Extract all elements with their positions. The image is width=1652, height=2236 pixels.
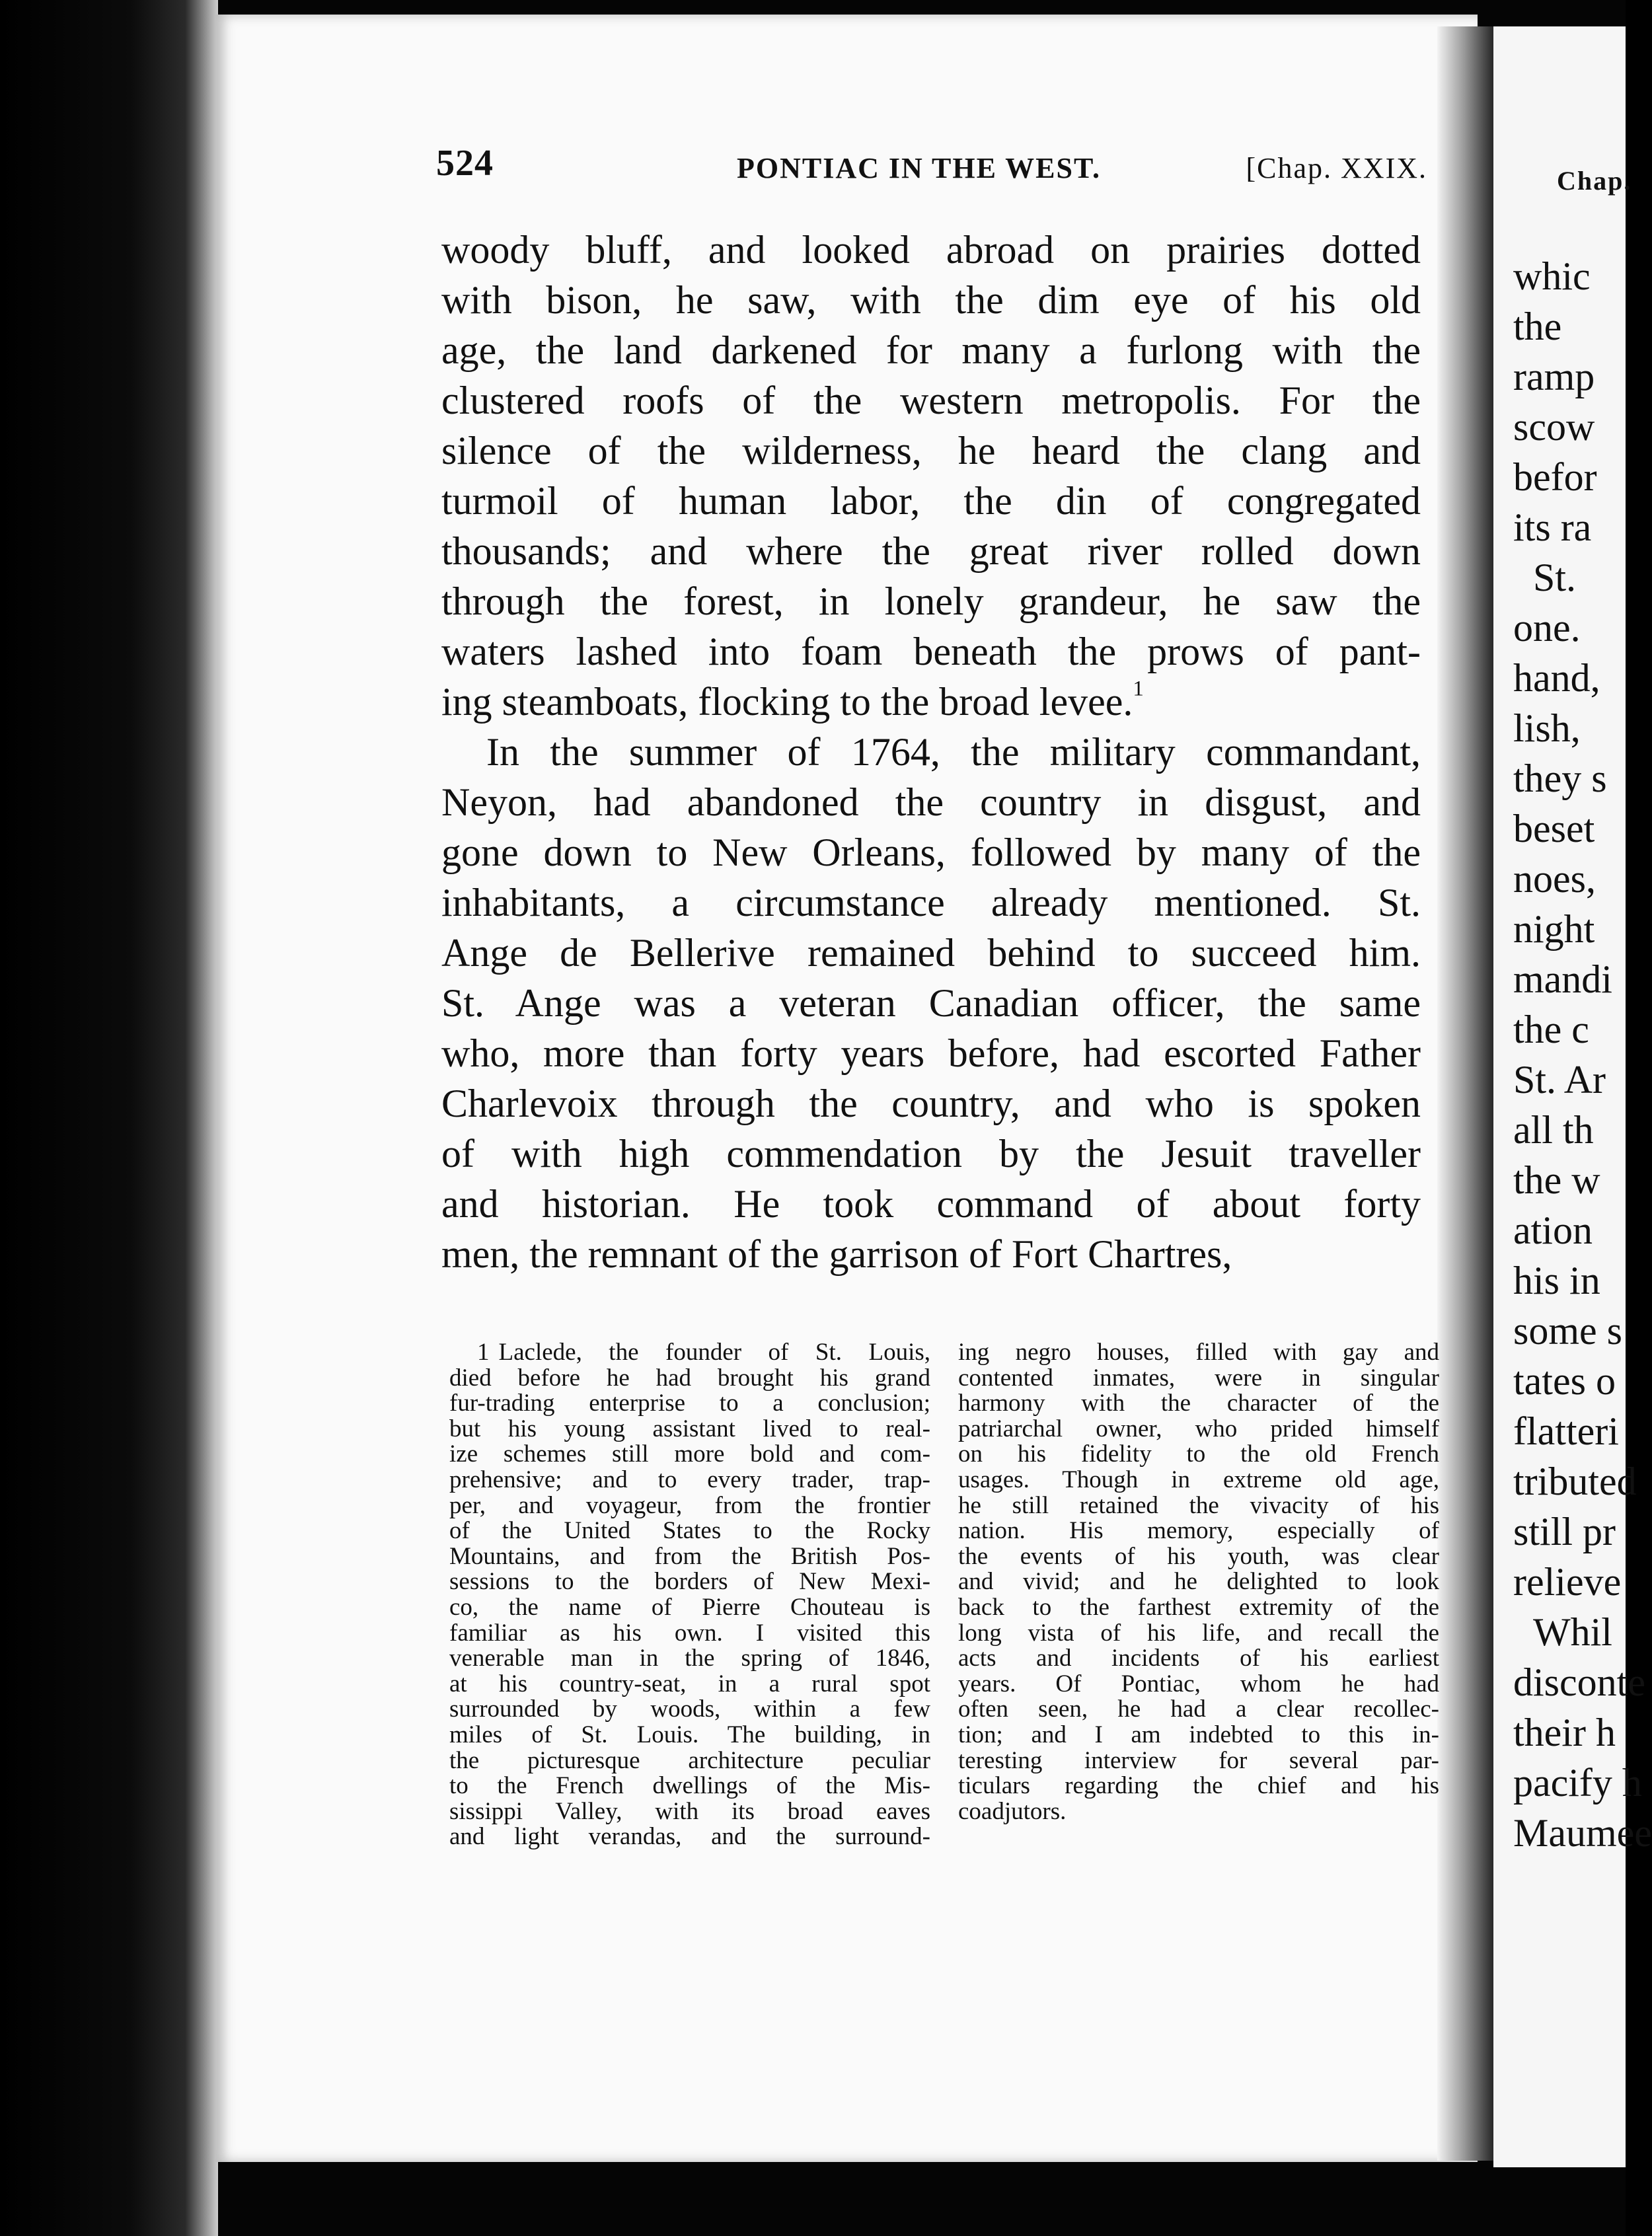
footnote-line <box>449 1340 930 1366</box>
body-line: Neyon, had abandoned the country in disgust, and <box>441 780 1421 824</box>
body-line: St. Ange was a veteran Canadian officer, the same <box>441 981 1421 1025</box>
body-line: age, the land darkened for many a furlong with the <box>441 328 1421 372</box>
body-line: Charlevoix through the country, and who is spoken <box>441 1082 1421 1125</box>
footnote-line: to the French dwellings of the Mis- <box>449 1772 930 1800</box>
body-line: thousands; and where the great river rolled down <box>441 529 1421 573</box>
facing-page-line: Maumee <box>1513 1811 1652 1855</box>
footnote-text: Laclede, the founder of St. Louis, <box>498 1339 930 1366</box>
footnote-marker: 1 <box>477 1339 490 1366</box>
running-head <box>436 142 1427 195</box>
facing-page-line: tates o <box>1513 1359 1616 1403</box>
facing-page-line: the c <box>1513 1008 1589 1051</box>
facing-page-line: ation <box>1513 1209 1593 1252</box>
footnote-line: and light verandas, and the surround- <box>449 1823 930 1851</box>
footnote-line: of the United States to the Rocky <box>449 1517 930 1545</box>
body-line: woody bluff, and looked abroad on prairies dotted <box>441 228 1421 272</box>
running-title: PONTIAC IN THE WEST. <box>737 152 1102 184</box>
body-line: In the summer of 1764, the military commandant, <box>486 730 1421 774</box>
facing-page-line: still pr <box>1513 1510 1616 1553</box>
facing-page-line: night <box>1513 907 1595 951</box>
footnote-line: usages. Though in extreme old age, <box>958 1466 1439 1493</box>
footnote-line: miles of St. Louis. The building, in <box>449 1721 930 1748</box>
facing-page-line: befor <box>1513 455 1597 499</box>
chapter-label: [Chap. XXIX. <box>1246 152 1427 184</box>
body-line: and historian. He took command of about forty <box>441 1182 1421 1226</box>
footnote-line: nation. His memory, especially of <box>958 1517 1439 1545</box>
footnote-line: ticulars regarding the chief and his <box>958 1772 1439 1800</box>
facing-page-line: his in <box>1513 1259 1600 1302</box>
footnote-line: at his country-seat, in a rural spot <box>449 1670 930 1697</box>
footnote-line: the picturesque architecture peculiar <box>449 1746 930 1774</box>
body-line: men, the remnant of the garrison of Fort Chartres, <box>441 1232 1232 1276</box>
facing-page-line: all th <box>1513 1108 1594 1152</box>
facing-page-line: mandi <box>1513 957 1612 1001</box>
footnote-line: back to the farthest extremity of the <box>958 1593 1439 1621</box>
footnote-line: long vista of his life, and recall the <box>958 1619 1439 1647</box>
facing-page-line: beset <box>1513 807 1595 850</box>
facing-page-line: noes, <box>1513 857 1596 901</box>
facing-page-line: whic <box>1513 254 1591 298</box>
page-number: 524 <box>436 143 494 184</box>
footnote-line: co, the name of Pierre Chouteau is <box>449 1593 930 1621</box>
facing-page-line: St. Ar <box>1513 1058 1606 1101</box>
facing-page-line: its ra <box>1513 505 1592 549</box>
footnote-line: venerable man in the spring of 1846, <box>449 1645 930 1672</box>
body-line: of with high commendation by the Jesuit traveller <box>441 1132 1421 1175</box>
body-line: with bison, he saw, with the dim eye of his old <box>441 278 1421 322</box>
book-gutter <box>1437 26 1497 2161</box>
footnote-line: years. Of Pontiac, whom he had <box>958 1670 1439 1697</box>
facing-page-line: St. <box>1533 556 1577 599</box>
facing-page-line: flatteri <box>1513 1409 1619 1453</box>
footnote-line: sissippi Valley, with its broad eaves <box>449 1797 930 1825</box>
footnote-column-right <box>958 1340 1439 1824</box>
facing-page-line: some s <box>1513 1309 1622 1353</box>
footnote-line: on his fidelity to the old French <box>958 1440 1439 1468</box>
footnote-line: patriarchal owner, who prided himself <box>958 1415 1439 1442</box>
facing-page-line: ramp <box>1513 355 1595 398</box>
facing-page-line: one. <box>1513 606 1581 650</box>
body-line: who, more than forty years before, had escorted Father <box>441 1031 1421 1075</box>
facing-page-line: lish, <box>1513 706 1581 750</box>
footnote-line: often seen, he had a clear recollec- <box>958 1696 1439 1723</box>
footnote-line: ize schemes still more bold and com- <box>449 1440 930 1468</box>
footnote-line: familiar as his own. I visited this <box>449 1619 930 1647</box>
facing-page-line: Whil <box>1533 1610 1612 1654</box>
footnote-line: contented inmates, were in singular <box>958 1364 1439 1392</box>
footnote-line: ing negro houses, filled with gay and <box>958 1339 1439 1366</box>
facing-page-header: Chap. <box>1557 166 1632 196</box>
body-line: Ange de Bellerive remained behind to succeed him. <box>441 931 1421 975</box>
footnote-line: sessions to the borders of New Mexi- <box>449 1568 930 1596</box>
facing-page-line: scow <box>1513 405 1595 449</box>
facing-page-line: disconte <box>1513 1660 1645 1704</box>
facing-page-line: pacify h <box>1513 1761 1642 1805</box>
facing-page-text <box>1513 251 1652 1858</box>
footnote-line: tion; and I am indebted to this in- <box>958 1721 1439 1748</box>
facing-page-line: relieve <box>1513 1560 1622 1604</box>
body-line: clustered roofs of the western metropolis. For the <box>441 379 1421 422</box>
body-line: gone down to New Orleans, followed by many of the <box>441 831 1421 874</box>
book-edge-left <box>0 0 218 2236</box>
body-text <box>441 225 1421 1279</box>
footnote-line: coadjutors. <box>958 1797 1067 1825</box>
footnote-line: per, and voyageur, from the frontier <box>449 1491 930 1519</box>
facing-page <box>1493 26 1652 2167</box>
body-line: turmoil of human labor, the din of congregated <box>441 479 1421 523</box>
body-line: inhabitants, a circumstance already mentioned. St. <box>441 881 1421 924</box>
body-line: waters lashed into foam beneath the prows of pant- <box>441 630 1421 673</box>
facing-page-line: tributed <box>1513 1460 1637 1503</box>
footnote-line: teresting interview for several par- <box>958 1746 1439 1774</box>
footnote-line: prehensive; and to every trader, trap- <box>449 1466 930 1493</box>
footnote-line: surrounded by woods, within a few <box>449 1696 930 1723</box>
body-line: ing steamboats, flocking to the broad levee.$^1$ <box>441 677 1144 724</box>
facing-page-line: hand, <box>1513 656 1600 700</box>
footnote-line: acts and incidents of his earliest <box>958 1645 1439 1672</box>
facing-page-line: the <box>1513 305 1562 348</box>
facing-page-line: they s <box>1513 757 1607 800</box>
footnote-line: Mountains, and from the British Pos- <box>449 1542 930 1570</box>
facing-page-line: the w <box>1513 1158 1600 1202</box>
footnote-line: and vivid; and he delighted to look <box>958 1568 1439 1596</box>
footnote-line: but his young assistant lived to real- <box>449 1415 930 1442</box>
footnote-line: the events of his youth, was clear <box>958 1542 1439 1570</box>
footnote-reference: 1 <box>1133 677 1144 701</box>
footnote-line: harmony with the character of the <box>958 1390 1439 1417</box>
body-line: through the forest, in lonely grandeur, he saw the <box>441 579 1421 623</box>
body-line: silence of the wilderness, he heard the clang and <box>441 429 1421 472</box>
footnotes <box>449 1339 1439 1948</box>
footnote-line: fur-trading enterprise to a conclusion; <box>449 1390 930 1417</box>
footnote-line: he still retained the vivacity of his <box>958 1491 1439 1519</box>
facing-page-line: their h <box>1513 1711 1616 1754</box>
footnote-line: died before he had brought his grand <box>449 1364 930 1392</box>
footnote-column-left <box>449 1340 930 1850</box>
